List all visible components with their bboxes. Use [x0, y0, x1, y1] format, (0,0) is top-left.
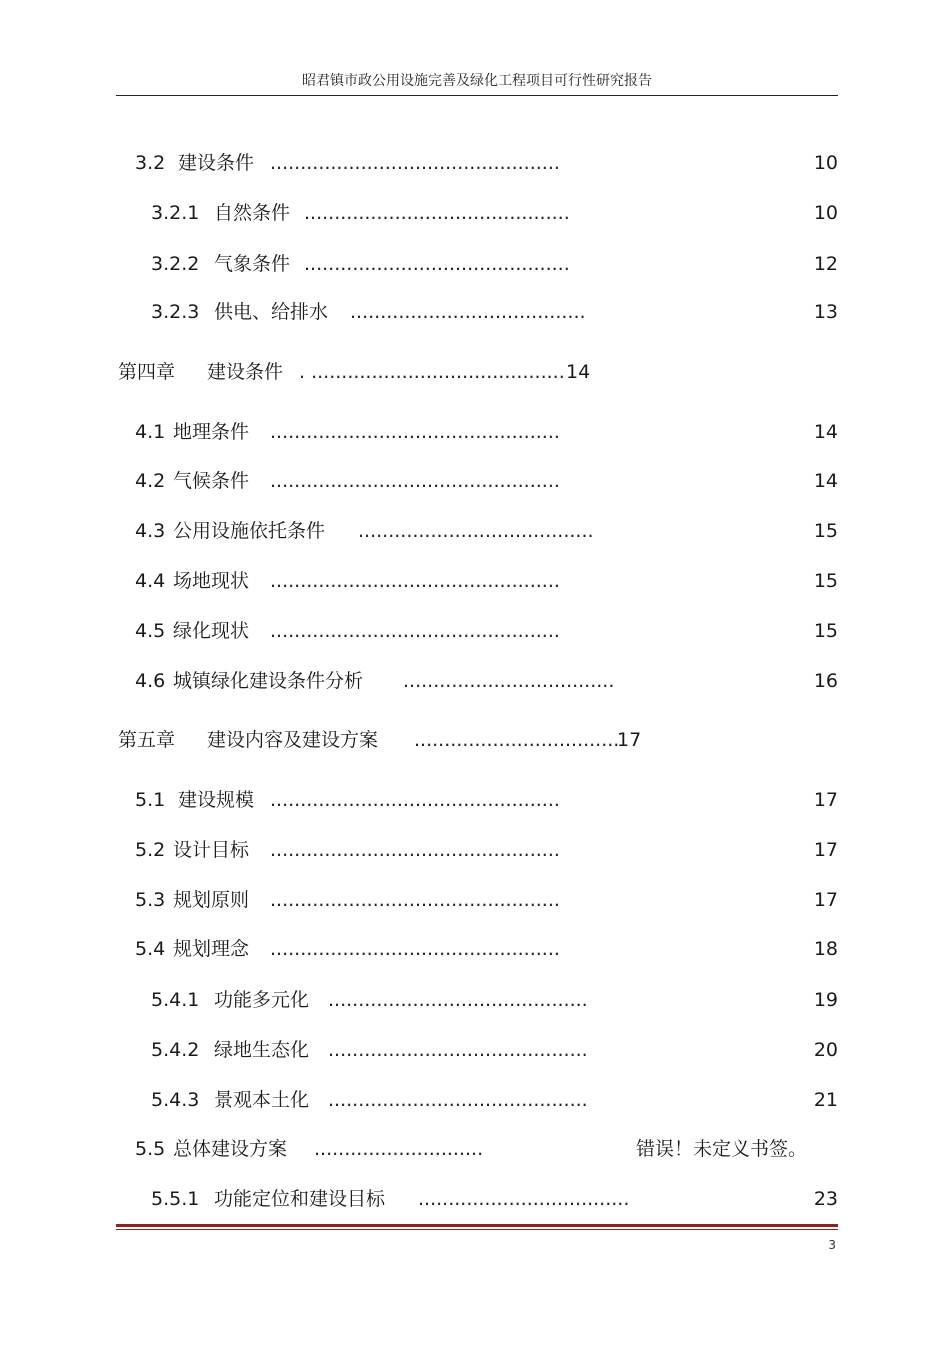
toc-entry[interactable] — [0, 1035, 950, 1065]
toc-number: 5.1 — [135, 789, 166, 811]
toc-page: 20 — [813, 1039, 838, 1061]
toc-title: 建设内容及建设方案 — [207, 729, 379, 751]
toc-leader: ................................................ — [270, 152, 560, 174]
toc-entry[interactable] — [0, 785, 950, 815]
toc-number: 3.2.2 — [151, 253, 200, 275]
toc-page: 14 — [566, 361, 591, 383]
toc-title: 建设条件 — [178, 152, 255, 174]
toc-page: 19 — [813, 989, 838, 1011]
toc-page: 12 — [813, 253, 838, 275]
toc-page: 21 — [813, 1089, 838, 1111]
toc-number: 4.2 — [135, 470, 166, 492]
page-number: 3 — [828, 1238, 836, 1252]
running-header: 昭君镇市政公用设施完善及绿化工程项目可行性研究报告 — [302, 73, 652, 89]
header-divider — [116, 95, 838, 96]
toc-entry[interactable] — [0, 835, 950, 865]
toc-entry[interactable] — [0, 566, 950, 596]
toc-title: 设计目标 — [173, 839, 250, 861]
toc-page: 17 — [617, 729, 642, 751]
toc-title: 功能多元化 — [214, 989, 310, 1011]
toc-leader: . .......................................... — [299, 361, 565, 383]
toc-entry[interactable] — [0, 1085, 950, 1115]
footer-divider-thick — [116, 1224, 838, 1227]
toc-leader: ............................................ — [304, 202, 570, 224]
toc-leader: ................................................ — [270, 839, 560, 861]
toc-number: 4.4 — [135, 570, 166, 592]
toc-page: 15 — [813, 520, 838, 542]
toc-title: 城镇绿化建设条件分析 — [173, 670, 364, 692]
toc-title: 公用设施依托条件 — [173, 520, 326, 542]
toc-leader: ................................................ — [270, 470, 560, 492]
toc-title: 总体建设方案 — [173, 1138, 288, 1160]
toc-number: 5.4.3 — [151, 1089, 200, 1111]
toc-number: 5.4.2 — [151, 1039, 200, 1061]
toc-page: 10 — [813, 152, 838, 174]
toc-title: 气候条件 — [173, 470, 250, 492]
toc-page: 14 — [813, 470, 838, 492]
toc-leader: ........................................... — [328, 1089, 588, 1111]
toc-page: 10 — [813, 202, 838, 224]
toc-leader: ....................................... — [358, 520, 594, 542]
toc-entry[interactable] — [0, 417, 950, 447]
toc-title: 建设规模 — [178, 789, 255, 811]
toc-entry[interactable] — [0, 297, 950, 327]
toc-entry[interactable] — [0, 198, 950, 228]
toc-title: 场地现状 — [173, 570, 250, 592]
toc-number: 5.3 — [135, 889, 166, 911]
toc-leader: ....................................... — [350, 301, 586, 323]
toc-number: 3.2.3 — [151, 301, 200, 323]
toc-entry[interactable] — [0, 616, 950, 646]
toc-title: 气象条件 — [214, 253, 291, 275]
toc-page: 16 — [813, 670, 838, 692]
toc-title: 绿化现状 — [173, 620, 250, 642]
toc-number: 5.5 — [135, 1138, 166, 1160]
toc-chapter-entry[interactable] — [0, 725, 950, 755]
toc-leader: ............................ — [314, 1138, 484, 1160]
toc-title: 绿地生态化 — [214, 1039, 310, 1061]
toc-page: 18 — [813, 938, 838, 960]
toc-title: 地理条件 — [173, 421, 250, 443]
toc-entry[interactable] — [0, 1134, 950, 1164]
toc-entry[interactable] — [0, 666, 950, 696]
toc-number: 4.5 — [135, 620, 166, 642]
toc-chapter-number: 第五章 — [118, 729, 176, 751]
toc-chapter-entry[interactable] — [0, 357, 950, 387]
toc-leader: .................................. — [414, 729, 620, 751]
toc-leader: ........................................... — [328, 989, 588, 1011]
toc-number: 5.5.1 — [151, 1188, 200, 1210]
toc-title: 规划理念 — [173, 938, 250, 960]
toc-entry[interactable] — [0, 985, 950, 1015]
toc-page: 17 — [813, 839, 838, 861]
toc-leader: ................................................ — [270, 889, 560, 911]
toc-leader: ................................................ — [270, 938, 560, 960]
toc-number: 3.2 — [135, 152, 166, 174]
toc-title: 自然条件 — [214, 202, 291, 224]
toc-page: 13 — [813, 301, 838, 323]
toc-chapter-number: 第四章 — [118, 361, 176, 383]
toc-entry[interactable] — [0, 148, 950, 178]
toc-leader: ................................................ — [270, 789, 560, 811]
toc-page-error: 错误！未定义书签。 — [636, 1138, 808, 1160]
toc-page: 15 — [813, 570, 838, 592]
toc-title: 建设条件 — [207, 361, 284, 383]
toc-leader: ................................................ — [270, 570, 560, 592]
toc-leader: ........................................... — [328, 1039, 588, 1061]
toc-leader: ................................................ — [270, 421, 560, 443]
toc-entry[interactable] — [0, 466, 950, 496]
toc-title: 供电、给排水 — [214, 301, 329, 323]
toc-leader: ............................................ — [304, 253, 570, 275]
toc-leader: ................................... — [418, 1188, 630, 1210]
toc-number: 3.2.1 — [151, 202, 200, 224]
toc-leader: ................................... — [403, 670, 615, 692]
toc-number: 5.2 — [135, 839, 166, 861]
toc-entry[interactable] — [0, 934, 950, 964]
toc-number: 4.1 — [135, 421, 166, 443]
toc-entry[interactable] — [0, 1184, 950, 1214]
toc-title: 功能定位和建设目标 — [214, 1188, 386, 1210]
toc-page: 23 — [813, 1188, 838, 1210]
toc-number: 4.6 — [135, 670, 166, 692]
toc-entry[interactable] — [0, 516, 950, 546]
toc-title: 景观本土化 — [214, 1089, 310, 1111]
toc-page: 17 — [813, 789, 838, 811]
toc-number: 5.4.1 — [151, 989, 200, 1011]
toc-leader: ................................................ — [270, 620, 560, 642]
footer-divider-thin — [116, 1229, 838, 1230]
toc-page: 15 — [813, 620, 838, 642]
toc-number: 5.4 — [135, 938, 166, 960]
toc-title: 规划原则 — [173, 889, 250, 911]
toc-page: 14 — [813, 421, 838, 443]
toc-number: 4.3 — [135, 520, 166, 542]
toc-entry[interactable] — [0, 249, 950, 279]
toc-page: 17 — [813, 889, 838, 911]
toc-entry[interactable] — [0, 885, 950, 915]
